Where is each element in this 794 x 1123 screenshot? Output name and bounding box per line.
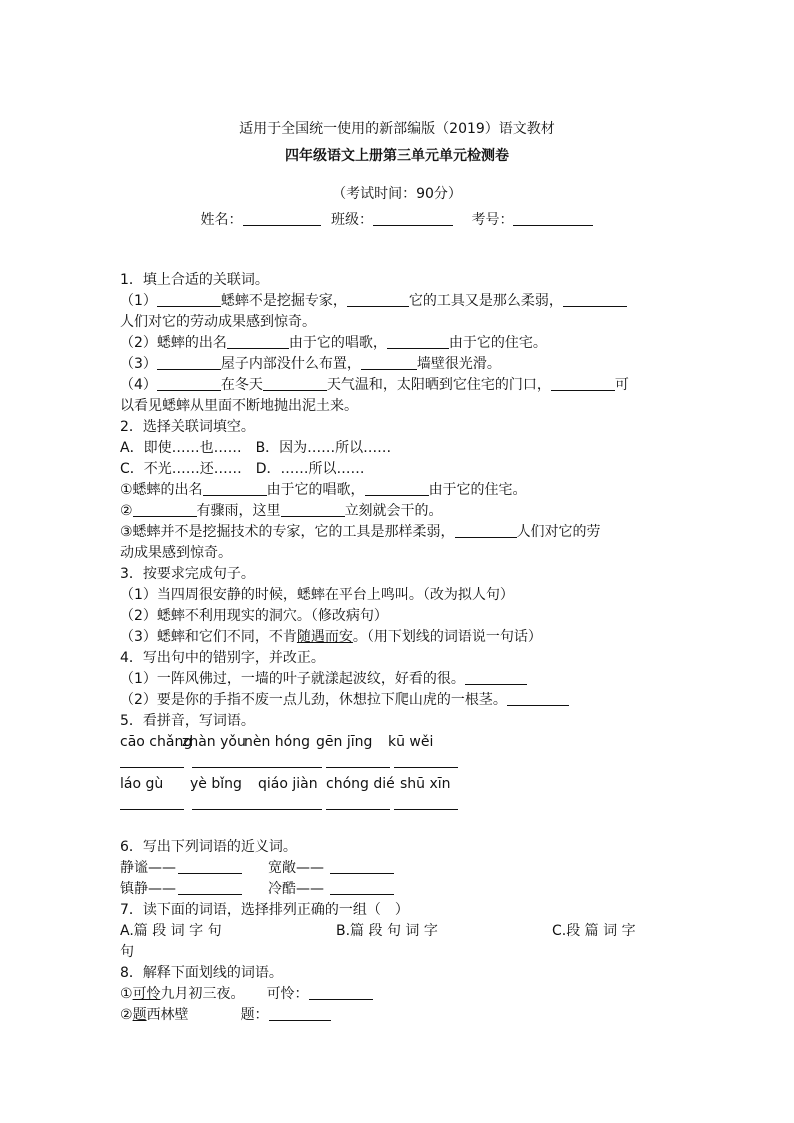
q3-item-3: （3）蟋蟀和它们不同，不肯随遇而安。（用下划线的词语说一句话） <box>120 629 542 645</box>
q2-item-2: ② 有骤雨，这里 立刻就会干的。 <box>120 503 443 519</box>
answer-blank[interactable] <box>178 879 242 895</box>
q7-choice-c-cont: 句 <box>120 944 134 960</box>
answer-line[interactable] <box>256 766 322 768</box>
q8-title: 8．解释下面划线的词语。 <box>120 965 283 981</box>
answer-line[interactable] <box>120 766 184 768</box>
q8-item-1: ①可怜九月初三夜。 可怜： <box>120 984 676 1005</box>
q1-title: 1．填上合适的关联词。 <box>120 272 269 288</box>
q3-item-1: （1）当四周很安静的时候，蟋蟀在平台上鸣叫。（改为拟人句） <box>120 587 514 603</box>
pinyin-row-2 <box>120 774 676 795</box>
choice-c[interactable]: C.段 篇 词 字 <box>552 923 636 939</box>
q2-options-2: C．不光……还…… D．……所以…… <box>120 461 365 477</box>
number-label: 考号： <box>471 212 514 228</box>
q1-item-4-cont: 以看见蟋蟀从里面不断地抛出泥土来。 <box>120 398 358 414</box>
number-blank[interactable] <box>513 210 593 226</box>
answer-line[interactable] <box>326 808 390 810</box>
answer-blank[interactable] <box>330 858 394 874</box>
pinyin: shū xīn <box>400 776 451 792</box>
answer-line[interactable] <box>256 808 322 810</box>
q2-item-3: ③蟋蟀并不是挖掘技术的专家，它的工具是那样柔弱， 人们对它的劳 <box>120 524 601 540</box>
choice-a[interactable]: A.篇 段 词 字 句 <box>120 923 222 939</box>
answer-line[interactable] <box>120 808 184 810</box>
pinyin: yè bǐng <box>190 776 242 792</box>
underlined-word: 可怜 <box>132 986 161 1002</box>
answer-blank[interactable] <box>157 354 221 370</box>
name-label: 姓名： <box>200 212 243 228</box>
q1-item-4: （4） 在冬天 天气温和，太阳晒到它住宅的门口， 可 <box>120 377 629 393</box>
answer-blank[interactable] <box>281 501 345 517</box>
answer-blank[interactable] <box>227 333 289 349</box>
answer-blank[interactable] <box>551 375 615 391</box>
pinyin: gēn jīng <box>316 734 373 750</box>
exam-time: （考试时间：90分） <box>332 186 462 202</box>
q4-item-1: （1）一阵风佛过，一墙的叶子就漾起波纹，好看的很。 <box>120 669 676 690</box>
answer-blank[interactable] <box>269 1005 331 1021</box>
answer-row-1 <box>120 753 676 774</box>
q6-row-2: 镇静—— 冷酷—— <box>120 879 676 900</box>
answer-blank[interactable] <box>157 375 221 391</box>
underlined-word: 题 <box>132 1007 147 1023</box>
q7-choices <box>120 921 676 942</box>
q6-row-1: 静谧—— 宽敞—— <box>120 858 676 879</box>
answer-blank[interactable] <box>361 354 417 370</box>
q1-item-2: （2）蟋蟀的出名 由于它的唱歌， 由于它的住宅。 <box>120 335 547 351</box>
answer-line[interactable] <box>394 808 458 810</box>
answer-line[interactable] <box>192 766 256 768</box>
class-blank[interactable] <box>373 210 453 226</box>
q1-item-3: （3） 屋子内部没什么布置， 墙壁很光滑。 <box>120 356 501 372</box>
name-blank[interactable] <box>243 210 321 226</box>
answer-blank[interactable] <box>365 480 429 496</box>
pinyin: chóng dié <box>326 776 395 792</box>
q7-title: 7．读下面的词语，选择排列正确的一组（ ） <box>120 902 409 918</box>
answer-blank[interactable] <box>455 522 517 538</box>
exam-title: 四年级语文上册第三单元单元检测卷 <box>285 148 509 164</box>
q4-title: 4．写出句中的错别字，并改正。 <box>120 650 325 666</box>
answer-blank[interactable] <box>465 669 527 685</box>
answer-blank[interactable] <box>263 375 327 391</box>
underlined-word: 随遇而安 <box>296 629 353 645</box>
pinyin: kū wěi <box>388 734 434 750</box>
pinyin: nèn hóng <box>244 734 311 750</box>
q3-title: 3．按要求完成句子。 <box>120 566 255 582</box>
q2-item-3-cont: 动成果感到惊奇。 <box>120 545 232 561</box>
q3-item-2: （2）蟋蟀不利用现实的洞穴。（修改病句） <box>120 608 388 624</box>
pinyin-row-1 <box>120 732 676 753</box>
pinyin: zhàn yǒu <box>182 734 246 750</box>
answer-blank[interactable] <box>178 858 242 874</box>
q8-item-2: ②题西林壁 题： <box>120 1005 676 1026</box>
student-info <box>0 209 794 229</box>
answer-blank[interactable] <box>309 984 373 1000</box>
questions <box>120 270 676 1026</box>
q6-title: 6．写出下列词语的近义词。 <box>120 839 297 855</box>
pinyin: láo gù <box>120 776 164 792</box>
choice-b[interactable]: B.篇 段 句 词 字 <box>336 923 438 939</box>
answer-blank[interactable] <box>133 501 197 517</box>
answer-blank[interactable] <box>330 879 394 895</box>
q2-title: 2．选择关联词填空。 <box>120 419 255 435</box>
answer-row-2 <box>120 795 676 816</box>
answer-blank[interactable] <box>347 291 409 307</box>
pinyin: cāo chǎng <box>120 734 193 750</box>
answer-line[interactable] <box>394 766 458 768</box>
answer-line[interactable] <box>192 808 256 810</box>
answer-blank[interactable] <box>507 690 569 706</box>
answer-blank[interactable] <box>387 333 449 349</box>
answer-blank[interactable] <box>157 291 221 307</box>
class-label: 班级： <box>331 212 373 228</box>
q2-item-1: ①蟋蟀的出名 由于它的唱歌， 由于它的住宅。 <box>120 482 527 498</box>
answer-blank[interactable] <box>563 291 627 307</box>
answer-blank[interactable] <box>203 480 267 496</box>
q4-item-2: （2）要是你的手指不废一点儿劲，休想拉下爬山虎的一根茎。 <box>120 690 676 711</box>
q2-options-1: A．即使……也…… B．因为……所以…… <box>120 440 392 456</box>
q1-item-1: （1） 蟋蟀不是挖掘专家， 它的工具又是那么柔弱， <box>120 291 676 312</box>
pinyin: qiáo jiàn <box>258 776 318 792</box>
answer-line[interactable] <box>326 766 390 768</box>
q5-title: 5．看拼音，写词语。 <box>120 713 255 729</box>
exam-subtitle: 适用于全国统一使用的新部编版（2019）语文教材 <box>239 121 555 137</box>
q1-item-1-cont: 人们对它的劳动成果感到惊奇。 <box>120 314 316 330</box>
